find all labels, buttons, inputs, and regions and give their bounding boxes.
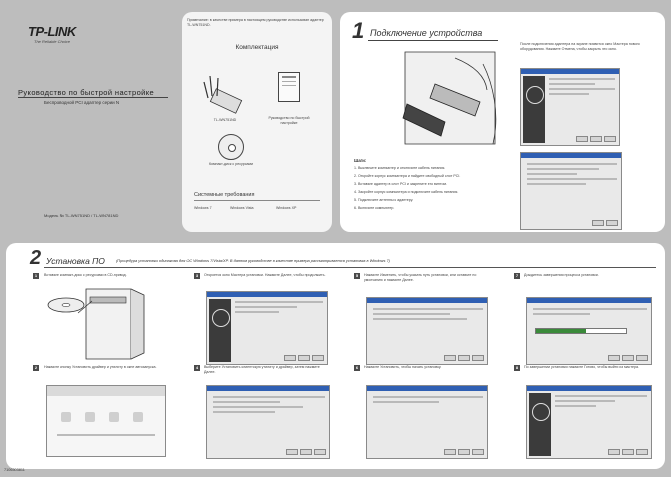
step-text-1: Вставьте компакт-диск с ресурсами в CD-привод.: [44, 273, 127, 277]
contents-panel: [182, 12, 332, 232]
step-number-8: 8: [515, 365, 519, 370]
step-text-8: По завершении установки нажмите Готово, чтобы выйти из мастера.: [524, 365, 639, 369]
section1-panel: [340, 12, 665, 232]
section2-divider: [44, 267, 656, 268]
step-4: 4. Закройте корпус компьютера и подключите кабель питания.: [354, 190, 459, 194]
destination-folder-screenshot: [366, 297, 488, 365]
guide-icon: [278, 72, 300, 102]
cd-drive-illustration: [36, 283, 166, 363]
cover-divider: [18, 97, 168, 98]
section2-number: 2: [30, 247, 42, 269]
sysreq-3: Windows XP: [276, 206, 297, 210]
step-5: 5. Подключите антенны к адаптеру.: [354, 198, 414, 202]
sysreq-title: Системные требования: [194, 192, 255, 198]
section2-title: Установка ПО: [46, 256, 105, 266]
step-text-3: Откроется окно Мастера установки. Нажмите Далее, чтобы продолжить.: [204, 273, 326, 277]
step-number-5: 5: [355, 273, 359, 278]
steps-title: Шаги:: [354, 158, 367, 163]
tagline: The Reliable Choice: [34, 39, 71, 44]
section1-steps: [354, 166, 514, 211]
ready-to-install-screenshot: [366, 385, 488, 459]
contents-title: Комплектация: [235, 44, 279, 51]
section2-panel: [6, 243, 665, 469]
step-2: 2. Откройте корпус компьютера и найдите свободный слот PCI.: [354, 174, 461, 178]
sysreq-2: Windows Vista: [230, 206, 254, 210]
cover-subtitle: Беспроводной PCI адаптер серии N: [44, 100, 120, 105]
section2-subtitle: (Процедура установки одинакова для ОС Windows 7/Vista/XP. В данном руководстве в качестве примера рассматривается установка в Windows 7): [116, 258, 390, 263]
installing-screenshot: [526, 297, 652, 365]
section1-title: Подключение устройства: [370, 28, 483, 38]
step-6: 6. Включите компьютер.: [354, 206, 395, 210]
item-label-adapter: TL-WN751ND: [213, 118, 237, 122]
sysreq-1: Windows 7: [194, 206, 212, 210]
item-label-guide: Руководство по быстрой настройке: [268, 116, 310, 125]
footer-code: 7106503811: [4, 468, 25, 472]
step-number-4: 4: [195, 365, 199, 370]
section1-divider: [368, 40, 498, 41]
contents-note: Примечание: в качестве примера в настоящем руководстве использован адаптер TL-WN751ND.: [187, 18, 324, 27]
step-3: 3. Вставьте адаптер в слот PCI и закрепите его винтом.: [354, 182, 447, 186]
wizard-welcome-screenshot: [206, 291, 328, 365]
pc-install-illustration: [375, 44, 505, 154]
section1-intro: После подключения адаптера на экране появится окно Мастера нового оборудования. Нажмите Отмена, чтобы закрыть это окно.: [520, 42, 640, 51]
tp-link-logo: TP-LINK: [28, 24, 76, 39]
step-text-4: Выберите Установить клиентскую утилиту и драйвер, затем нажмите Далее.: [204, 365, 320, 374]
step-text-7: Дождитесь завершения процесса установки.: [524, 273, 599, 277]
install-complete-screenshot: [526, 385, 652, 459]
cover: [0, 0, 180, 236]
step-text-6: Нажмите Установить, чтобы начать установку.: [364, 365, 442, 369]
cd-icon: [218, 134, 244, 160]
new-hardware-wizard-screenshot: [520, 68, 620, 146]
step-text-5: Нажмите Изменить, чтобы указать путь установки, или оставьте по умолчанию и нажмите Далее.: [364, 273, 477, 282]
step-number-3: 3: [195, 273, 199, 278]
adapter-illustration: [202, 74, 246, 118]
model-number: Модель № TL-WN751ND / TL-WN781ND: [44, 213, 119, 218]
sysreq-divider: [194, 200, 320, 201]
step-number-1: 1: [34, 273, 38, 278]
section1-number: 1: [352, 18, 365, 43]
step-1: 1. Выключите компьютер и отключите кабель питания.: [354, 166, 446, 170]
step-number-7: 7: [515, 273, 519, 278]
step-number-6: 6: [355, 365, 359, 370]
setup-type-screenshot: [206, 385, 330, 459]
step-number-2: 2: [34, 365, 38, 370]
cover-title: Руководство по быстрой настройке: [18, 88, 155, 97]
autorun-screenshot: [46, 385, 166, 457]
driver-setup-screenshot: [520, 152, 622, 230]
step-text-2: Нажмите кнопку Установить драйвер и утилиту в окне автозапуска.: [44, 365, 157, 369]
item-label-cd: Компакт-диск с ресурсами: [208, 162, 254, 166]
